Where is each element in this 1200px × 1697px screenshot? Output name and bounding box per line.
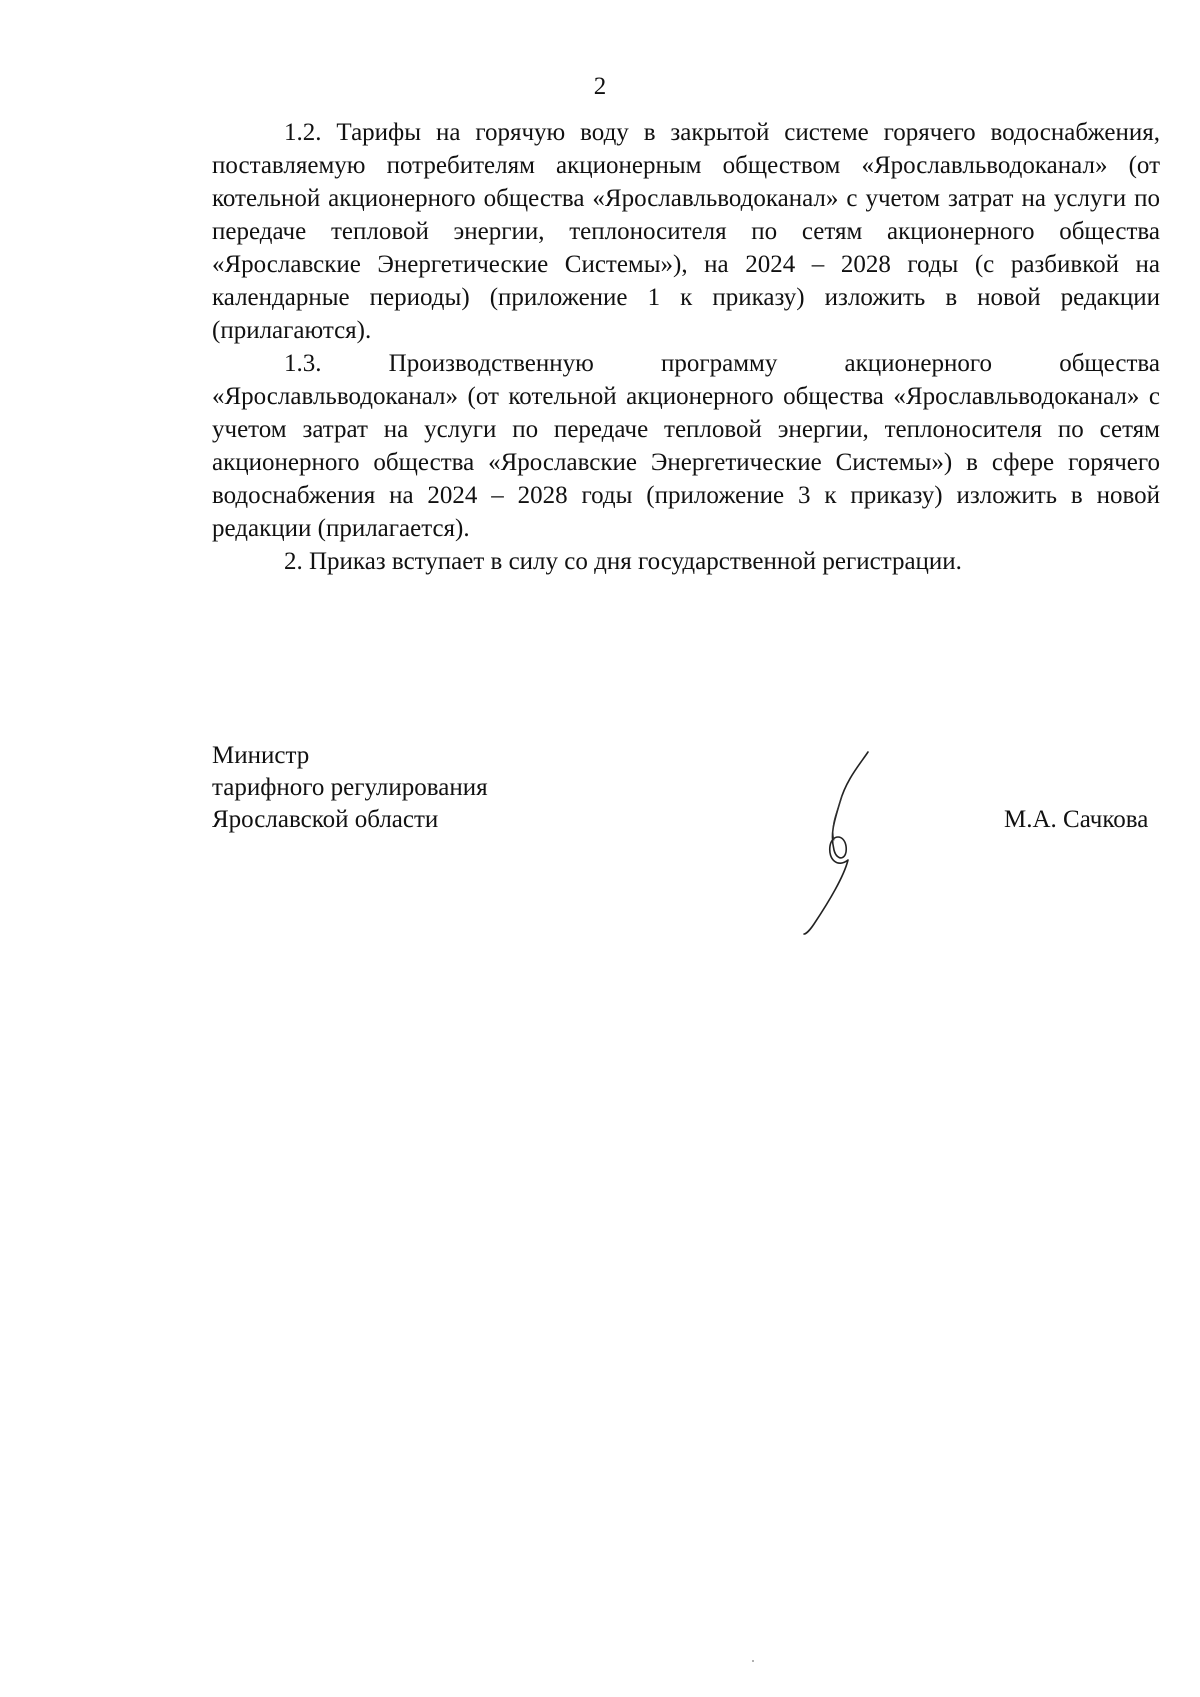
position-title: Министр: [212, 742, 310, 769]
document-body: [212, 116, 1160, 578]
position-region: Ярославской области: [212, 806, 439, 833]
paragraph-1-2: 1.2. Тарифы на горячую воду в закрытой системе горячего водоснабжения, поставляемую потребителям акционерным обществом «Ярославльводоканал» (от котельной акционерного общества «Ярославльводоканал» с учетом затрат на услуги по передаче тепловой энергии, теплоносителя по сетям акционерного общества «Ярославские Энергетические Системы»), на 2024 – 2028 годы (с разбивкой на календарные периоды) (приложение 1 к приказу) изложить в новой редакции (прилагаются).: [212, 119, 1160, 344]
page-number: 2: [593, 73, 607, 100]
paragraph-2: 2. Приказ вступает в силу со дня государственной регистрации.: [284, 548, 962, 575]
signatory-position: [212, 740, 488, 836]
position-department: тарифного регулирования: [212, 774, 488, 801]
scan-artifact: [752, 1660, 754, 1662]
handwritten-signature: [790, 750, 885, 935]
paragraph-1-3: 1.3. Производственную программу акционерного общества «Ярославльводоканал» (от котельной акционерного общества «Ярославльводоканал» с учетом затрат на услуги по передаче тепловой энергии, теплоносителя по сетям акционерного общества «Ярославские Энергетические Системы») в сфере горячего водоснабжения на 2024 – 2028 годы (приложение 3 к приказу) изложить в новой редакции (прилагается).: [212, 350, 1160, 542]
signatory-name: М.А. Сачкова: [1004, 806, 1149, 833]
